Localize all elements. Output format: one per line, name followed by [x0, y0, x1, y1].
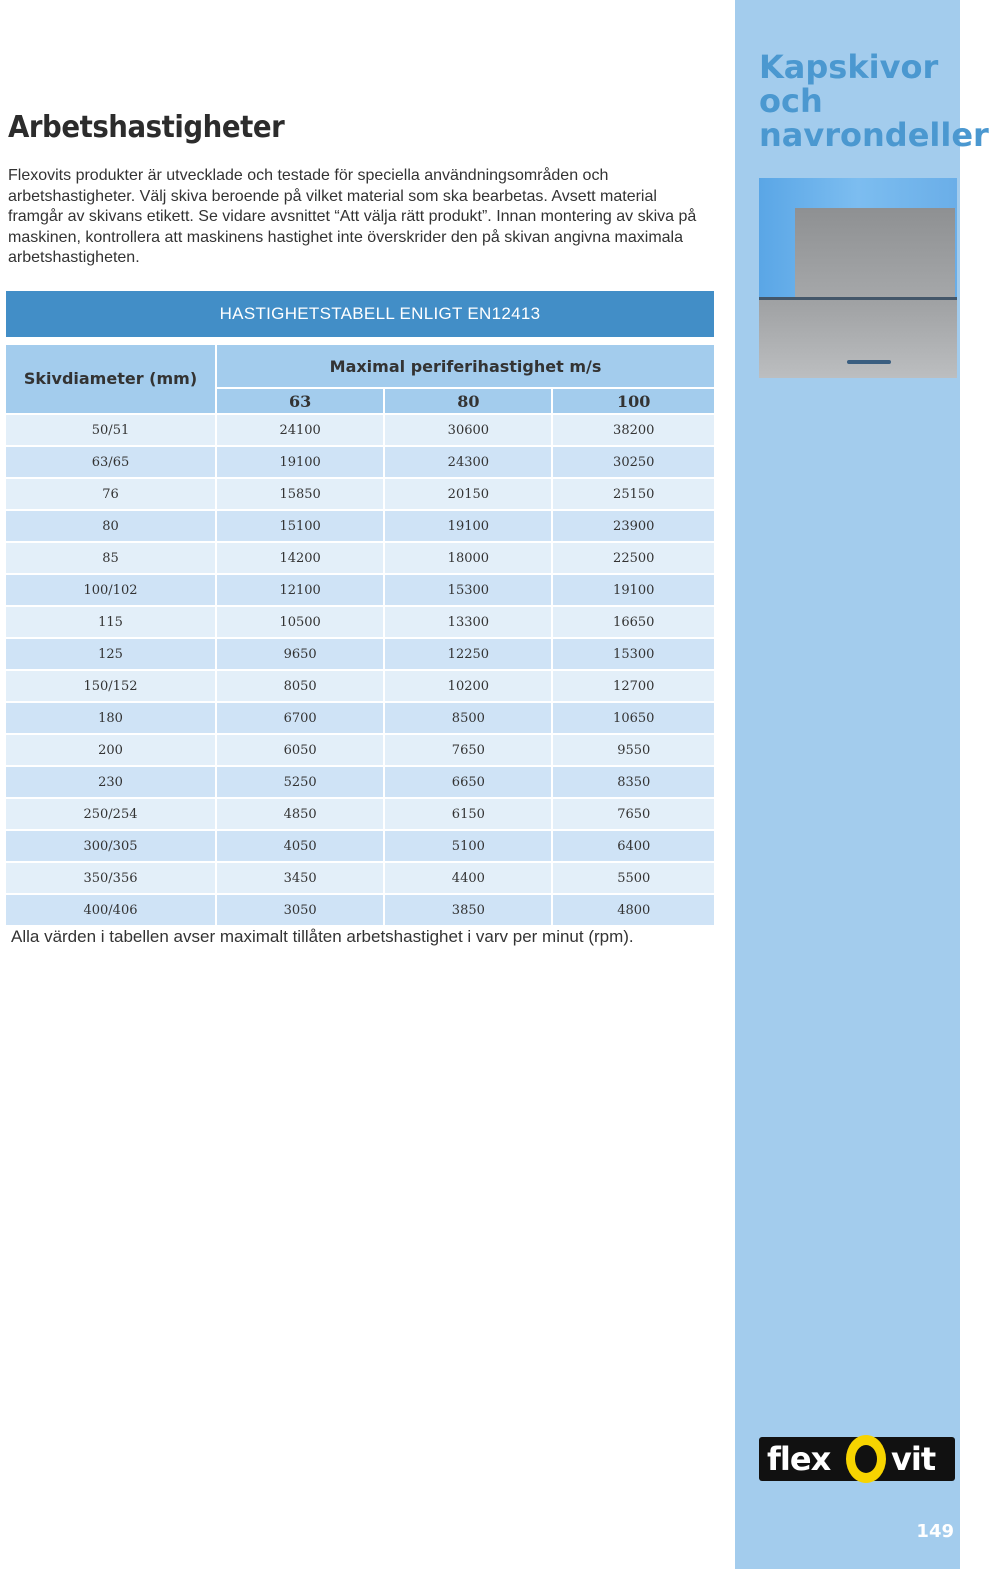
- speed-cell: 4050: [217, 831, 385, 863]
- diameter-cell: 85: [6, 543, 217, 575]
- table-row: [6, 543, 714, 575]
- speed-column-header: 100: [553, 389, 714, 415]
- speed-cell: 10500: [217, 607, 385, 639]
- speed-cell: 15300: [385, 575, 553, 607]
- speed-cell: 12100: [217, 575, 385, 607]
- section-title-line: Kapskivor: [759, 48, 939, 86]
- table-row: [6, 575, 714, 607]
- speed-cell: 12250: [385, 639, 553, 671]
- flexovit-logo: [759, 1437, 955, 1481]
- section-title: [759, 48, 989, 154]
- table-row: [6, 767, 714, 799]
- speed-column-header: 63: [217, 389, 385, 415]
- diameter-cell: 300/305: [6, 831, 217, 863]
- speed-cell: 3850: [385, 895, 553, 927]
- logo-text-right: vit: [891, 1440, 936, 1478]
- speed-cell: 6050: [217, 735, 385, 767]
- section-title-line: och: [759, 82, 823, 120]
- table-row: [6, 415, 714, 447]
- speed-column-header: 80: [385, 389, 553, 415]
- speed-cell: 3050: [217, 895, 385, 927]
- speed-cell: 3450: [217, 863, 385, 895]
- speed-cell: 30250: [553, 447, 714, 479]
- logo-o-icon: [846, 1435, 886, 1483]
- speed-cell: 15100: [217, 511, 385, 543]
- speed-cell: 8350: [553, 767, 714, 799]
- speed-cell: 24300: [385, 447, 553, 479]
- speed-cell: 4850: [217, 799, 385, 831]
- speed-cell: 4400: [385, 863, 553, 895]
- speed-cell: 20150: [385, 479, 553, 511]
- page-title: Arbetshastigheter: [8, 110, 285, 145]
- diameter-cell: 400/406: [6, 895, 217, 927]
- table-footnote: Alla värden i tabellen avser maximalt tillåten arbetshastighet i varv per minut (rpm).: [11, 927, 634, 946]
- diameter-cell: 125: [6, 639, 217, 671]
- speed-cell: 5500: [553, 863, 714, 895]
- table-row: [6, 799, 714, 831]
- table-row: [6, 703, 714, 735]
- speed-cell: 7650: [553, 799, 714, 831]
- speed-cell: 19100: [385, 511, 553, 543]
- speed-cell: 24100: [217, 415, 385, 447]
- speed-cell: 9650: [217, 639, 385, 671]
- speed-cell: 6150: [385, 799, 553, 831]
- diameter-cell: 80: [6, 511, 217, 543]
- speed-cell: 8050: [217, 671, 385, 703]
- speed-cell: 15850: [217, 479, 385, 511]
- table-row: [6, 607, 714, 639]
- speed-cell: 7650: [385, 735, 553, 767]
- speed-cell: 10650: [553, 703, 714, 735]
- diameter-cell: 230: [6, 767, 217, 799]
- speed-cell: 4800: [553, 895, 714, 927]
- table-row: [6, 479, 714, 511]
- table-row: [6, 447, 714, 479]
- speed-cell: 12700: [553, 671, 714, 703]
- speed-cell: 5250: [217, 767, 385, 799]
- table-row: [6, 639, 714, 671]
- speed-cell: 8500: [385, 703, 553, 735]
- diameter-cell: 250/254: [6, 799, 217, 831]
- speed-table: [6, 345, 714, 927]
- speed-cell: 19100: [553, 575, 714, 607]
- speed-cell: 6650: [385, 767, 553, 799]
- speed-cell: 10200: [385, 671, 553, 703]
- speed-cell: 16650: [553, 607, 714, 639]
- table-row: [6, 671, 714, 703]
- diameter-cell: 76: [6, 479, 217, 511]
- speed-cell: 23900: [553, 511, 714, 543]
- diameter-cell: 63/65: [6, 447, 217, 479]
- speed-cell: 22500: [553, 543, 714, 575]
- speed-cell: 25150: [553, 479, 714, 511]
- table-row: [6, 863, 714, 895]
- section-title-line: navrondeller: [759, 116, 989, 154]
- speed-cell: 13300: [385, 607, 553, 639]
- speed-header: Maximal periferihastighet m/s: [217, 345, 714, 389]
- speed-cell: 18000: [385, 543, 553, 575]
- speed-cell: 19100: [217, 447, 385, 479]
- cutting-disc-photo: [759, 178, 957, 376]
- logo-text-left: flex: [767, 1440, 831, 1478]
- speed-cell: 15300: [553, 639, 714, 671]
- sidebar: [735, 0, 989, 1569]
- table-row: [6, 831, 714, 863]
- diameter-cell: 200: [6, 735, 217, 767]
- table-banner: HASTIGHETSTABELL ENLIGT EN12413: [6, 291, 714, 337]
- diameter-header: Skivdiameter (mm): [6, 345, 217, 415]
- speed-cell: 9550: [553, 735, 714, 767]
- speed-cell: 5100: [385, 831, 553, 863]
- speed-cell: 14200: [217, 543, 385, 575]
- table-row: [6, 895, 714, 927]
- table-row: [6, 735, 714, 767]
- speed-cell: 30600: [385, 415, 553, 447]
- intro-paragraph: Flexovits produkter är utvecklade och testade för speciella användningsområden och arbetshastigheter. Välj skiva beroende på vilket material som ska bearbetas. Avsett material framgår av skivans etikett. Se vidare avsnittet “Att välja rätt produkt”. Innan montering av skiva på maskinen, kontrollera att maskinens hastighet inte överskrider den på skivan angivna maximala arbetshastigheten.: [8, 167, 697, 266]
- diameter-cell: 180: [6, 703, 217, 735]
- speed-cell: 6400: [553, 831, 714, 863]
- diameter-cell: 100/102: [6, 575, 217, 607]
- diameter-cell: 50/51: [6, 415, 217, 447]
- diameter-cell: 115: [6, 607, 217, 639]
- page-number: 149: [916, 1521, 954, 1542]
- diameter-cell: 150/152: [6, 671, 217, 703]
- speed-cell: 38200: [553, 415, 714, 447]
- speed-cell: 6700: [217, 703, 385, 735]
- table-row: [6, 511, 714, 543]
- diameter-cell: 350/356: [6, 863, 217, 895]
